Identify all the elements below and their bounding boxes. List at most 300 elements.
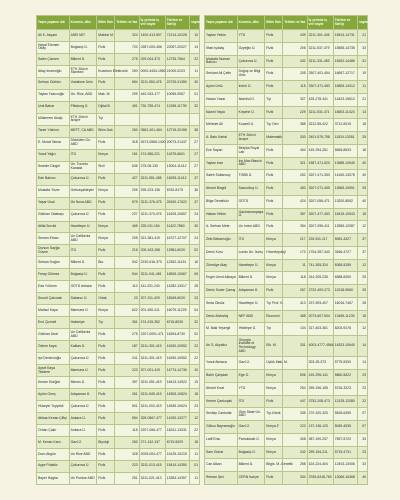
table-row: [37, 460, 200, 472]
table-cell: 15555-14735: [333, 42, 357, 55]
table-cell: 271-142-137: [139, 436, 165, 448]
table-cell: 385: [283, 119, 307, 132]
table-row: [205, 285, 368, 298]
table-row: [205, 370, 368, 383]
table-cell: 330: [283, 132, 307, 145]
table-cell: 454: [283, 144, 307, 157]
table-cell: 260: [115, 436, 139, 448]
table-cell: Fizik: [97, 53, 115, 65]
table-cell: 225-011-154: [139, 221, 165, 233]
table-cell: 335: [283, 408, 307, 421]
table-row: [205, 119, 368, 132]
column-header: Bilim Dalı: [97, 16, 115, 30]
table-cell: Fizik: [97, 365, 115, 377]
column-header: Taşra yapanın Adı: [37, 16, 70, 30]
table-cell: Tıp: [97, 113, 115, 125]
table-cell: 635: [115, 161, 139, 173]
table-cell: 223: [283, 421, 307, 434]
table-row: [205, 170, 368, 183]
table-cell: 15415-10543: [333, 208, 357, 221]
table-cell: 250: [115, 65, 139, 77]
table-cell: 324: [115, 30, 139, 42]
table-cell: 237-593-407: [307, 297, 333, 310]
table-cell: Gaziosmanpaşa Ü.: [237, 208, 265, 221]
table-cell: 5719-4731: [333, 446, 357, 459]
table-cell: 223: [115, 365, 139, 377]
table-cell: 411-201-240: [139, 281, 165, 293]
table-cell: 275: [115, 53, 139, 65]
table-cell: [115, 113, 139, 125]
table-cell: Hacettepe Ü.: [237, 259, 265, 272]
table-cell: CERN İsviçre: [237, 472, 265, 485]
table-cell: 11: [283, 259, 307, 272]
table-cell: 161: [115, 149, 139, 161]
table-cell: Mersin Ü.: [69, 377, 97, 389]
table-cell: Ün. Rice, ABD: [69, 89, 97, 101]
table-cell: 23: [190, 401, 200, 413]
table-cell: Zümrüye Atay: [205, 259, 238, 272]
table-row: [205, 310, 368, 323]
table-cell: 13: [190, 41, 200, 53]
table-cell: 3211-553-478: [139, 77, 165, 89]
table-cell: Un California ABD: [69, 329, 97, 341]
table-cell: 12403-13006: [333, 459, 357, 472]
table-cell: 1754-357-340: [307, 246, 333, 259]
table-cell: 227: [115, 209, 139, 221]
table-cell: Fizik: [97, 197, 115, 209]
table-cell: Tıp-Kimik: [265, 408, 283, 421]
table-cell: 16294-8730: [165, 329, 189, 341]
table-cell: Bilkent Ü.: [237, 272, 265, 285]
table-cell: Matematik: [265, 132, 283, 145]
table-cell: 27: [190, 161, 200, 173]
table-cell: 16805-14012: [333, 81, 357, 94]
table-cell: 254: [283, 382, 307, 395]
table-cell: Tıp: [265, 323, 283, 336]
table-row: [205, 81, 368, 94]
table-cell: 3211-301-419: [139, 353, 165, 365]
table-cell: 16505-10667: [165, 269, 189, 281]
table-cell: Tıp Prof. K.: [265, 297, 283, 310]
table-cell: 12: [358, 323, 368, 336]
table-cell: Kimya: [265, 446, 283, 459]
table-cell: Tıp: [97, 317, 115, 329]
table-cell: 22725-01350: [165, 77, 189, 89]
table-cell: 544: [115, 269, 139, 281]
table-cell: 2230-616-370: [139, 257, 165, 269]
table-cell: Fizik: [97, 377, 115, 389]
table-cell: Yusuf Yağcı: [37, 149, 70, 161]
table-cell: Ece Sayan: [205, 144, 238, 157]
table-cell: 3211-537-479: [307, 42, 333, 55]
table-cell: 5081-4327: [333, 234, 357, 247]
table-cell: Çukurova Ü.: [237, 55, 265, 68]
table-cell: 267: [283, 285, 307, 298]
table-cell: 22057-20027: [165, 41, 189, 53]
tables-container: [36, 15, 368, 485]
table-row: [37, 365, 200, 377]
table-cell: Dicleiden Ün. ABD: [69, 137, 97, 149]
table-row: [37, 149, 200, 161]
table-cell: 14379-6601: [165, 149, 189, 161]
table-cell: Özyeğin Ü.: [237, 42, 265, 55]
table-cell: Fizik: [265, 395, 283, 408]
table-cell: Fizik: [97, 245, 115, 257]
table-cell: 28: [358, 297, 368, 310]
table-cell: 730-755-474: [139, 101, 165, 113]
table-cell: 23: [190, 293, 200, 305]
table-cell: 13455-11239: [333, 310, 357, 323]
table-cell: 12: [190, 413, 200, 425]
table-cell: 5775-5330: [333, 357, 357, 370]
table-cell: TOBB Ü.: [237, 170, 265, 183]
table-row: [37, 436, 200, 448]
table-cell: Ortak: [97, 293, 115, 305]
table-cell: Marmara Ü.: [69, 365, 97, 377]
table-cell: 303-25-373: [307, 357, 333, 370]
table-cell: Fizik: [97, 341, 115, 353]
table-cell: 216: [115, 245, 139, 257]
table-row: [205, 221, 368, 234]
table-cell: Gazi Ü.: [237, 357, 265, 370]
table-cell: ETH Zürich İsviçre: [237, 132, 265, 145]
table-cell: 5526-6355: [333, 408, 357, 421]
table-cell: [190, 113, 200, 125]
table-cell: 2207-0091-471: [139, 329, 165, 341]
table-cell: 425-278-441: [307, 93, 333, 106]
table-cell: Mustafa Yüzer: [37, 185, 70, 197]
table-cell: 387-190-257: [307, 433, 333, 446]
table-cell: 3207-071-455: [307, 183, 333, 196]
table-cell: Fizik: [97, 209, 115, 221]
table-cell: Latif Ersu: [205, 433, 238, 446]
table-cell: 328: [115, 448, 139, 460]
table-cell: 11: [190, 472, 200, 484]
table-cell: 16305-10824: [165, 389, 189, 401]
table-cell: 3211-549-419: [139, 389, 165, 401]
table-cell: Yaşar Ünal: [37, 197, 70, 209]
table-cell: 3212-55-422: [307, 119, 333, 132]
table-cell: 24: [190, 233, 200, 245]
table-cell: 354: [283, 221, 307, 234]
table-cell: Kimya: [265, 370, 283, 383]
table-cell: Fizik: [97, 137, 115, 149]
table-cell: Surudi Çakırcalı: [37, 293, 70, 305]
table-cell: 13565-10591: [333, 183, 357, 196]
table-cell: Kimya: [97, 185, 115, 197]
table-cell: 187: [115, 341, 139, 353]
table-row: [37, 341, 200, 353]
table-cell: Taner Yıldırım: [37, 125, 70, 137]
table-cell: Ohio State Ün. ABD: [237, 408, 265, 421]
table-cell: 12981-6020: [165, 245, 189, 257]
table-cell: 275-05-130: [139, 161, 165, 173]
table-cell: 37: [190, 197, 200, 209]
table-cell: 501: [115, 401, 139, 413]
table-cell: 23: [358, 446, 368, 459]
table-cell: 299: [115, 89, 139, 101]
table-cell: 25: [358, 285, 368, 298]
table-cell: Gökhan Odabaşı: [37, 209, 70, 221]
table-cell: Sam Günar: [205, 446, 238, 459]
table-cell: Kimya: [97, 305, 115, 317]
table-cell: 28: [190, 281, 200, 293]
table-cell: 32: [190, 101, 200, 113]
table-cell: 3211-301-445: [307, 30, 333, 43]
table-cell: Un Rice ABD: [69, 448, 97, 460]
table-cell: 241: [115, 353, 139, 365]
table-cell: 40: [358, 472, 368, 485]
table-cell: Tıp: [265, 93, 283, 106]
table-cell: 16323-10640: [333, 336, 357, 357]
table-cell: Fizik: [97, 329, 115, 341]
table-cell: 16016-7467: [333, 297, 357, 310]
table-cell: 25: [358, 183, 368, 196]
table-cell: Semen Erkan: [37, 233, 70, 245]
table-cell: NEF ABD: [237, 310, 265, 323]
table-cell: 506: [283, 370, 307, 383]
table-cell: 12352-11191: [165, 257, 189, 269]
table-cell: 13066-16368: [333, 472, 357, 485]
table-cell: 3752-208-473: [307, 395, 333, 408]
column-header: Telefon ve fax: [115, 16, 139, 30]
table-cell: 13284-14357: [165, 472, 189, 484]
table-cell: 251: [115, 472, 139, 484]
table-cell: 3207-477-453: [307, 208, 333, 221]
table-row: [37, 125, 200, 137]
table-row: [37, 317, 200, 329]
table-cell: Biyoloji: [97, 436, 115, 448]
table-cell: 01: [190, 460, 200, 472]
table-cell: Bilkent Ü.: [237, 459, 265, 472]
table-row: [37, 448, 200, 460]
table-row: [37, 65, 200, 77]
table-cell: 225-511-117: [307, 234, 333, 247]
table-cell: Mehmet Ali: [205, 119, 238, 132]
table-cell: İTÜ: [237, 234, 265, 247]
table-cell: 3207-095-411: [307, 221, 333, 234]
table-cell: 06: [190, 269, 200, 281]
table-cell: 25: [358, 132, 368, 145]
table-cell: Fizik: [97, 448, 115, 460]
table-cell: 439: [283, 30, 307, 43]
table-cell: 22: [190, 341, 200, 353]
table-cell: 16: [190, 257, 200, 269]
table-cell: Gökhan Ünal: [37, 329, 70, 341]
table-row: [205, 55, 368, 68]
table-cell: 3211-013-415: [139, 460, 165, 472]
table-row: [37, 377, 200, 389]
table-cell: 37: [358, 246, 368, 259]
table-cell: Engin Umut Akkaya: [205, 272, 238, 285]
table-cell: M. Baki Yeşergil: [205, 323, 238, 336]
table-cell: Eda Yıldırım: [37, 281, 70, 293]
table-cell: 3211-041-481: [139, 269, 165, 281]
table-cell: İstanbul Ü.: [237, 93, 265, 106]
table-cell: 3207-471-353: [307, 170, 333, 183]
table-cell: Duru Akgün: [37, 448, 70, 460]
table-row: [205, 382, 368, 395]
table-cell: 7557-5720: [333, 433, 357, 446]
table-row: [37, 329, 200, 341]
table-row: [205, 157, 368, 170]
left-table-body: [37, 30, 200, 485]
table-cell: Aydın Genç: [37, 389, 70, 401]
table-row: [205, 208, 368, 221]
table-cell: 07: [358, 408, 368, 421]
column-header: sayısı: [358, 16, 368, 30]
table-cell: Fizik: [97, 353, 115, 365]
table-cell: 71214-10228: [165, 30, 189, 42]
table-cell: 229: [283, 106, 307, 119]
table-cell: 40: [358, 157, 368, 170]
table-cell: Taylan Ince: [205, 157, 238, 170]
table-cell: Hakan Yetkin: [205, 208, 238, 221]
column-header: sayısı: [190, 16, 200, 30]
table-cell: 415-294-251: [307, 144, 333, 157]
table-cell: Bio.: [97, 257, 115, 269]
table-cell: 14423-15612: [333, 93, 357, 106]
table-cell: Bilgis. M.-Genetik: [265, 459, 283, 472]
table-cell: Boğaziçi Ü.: [237, 446, 265, 459]
table-cell: Aydın Ünlü: [205, 81, 238, 94]
table-cell: ASEI MIT: [69, 30, 97, 42]
table-cell: 424: [283, 195, 307, 208]
table-cell: Georgia Institute of Technology ABD: [237, 336, 265, 357]
table-cell: 261: [115, 389, 139, 401]
table-cell: 118: [115, 424, 139, 436]
table-cell: Mahsul Kaya: [37, 305, 70, 317]
table-cell: Belçika Royal Lab: [237, 144, 265, 157]
table-cell: Sivil: [97, 161, 115, 173]
table-cell: 137-136-120: [307, 421, 333, 434]
table-cell: Sazcoiboy Ü.: [237, 183, 265, 196]
table-cell: Ayşe Polatöz: [37, 460, 70, 472]
table-cell: 5726-3223: [333, 382, 357, 395]
table-cell: Gazi Ü.: [69, 436, 97, 448]
table-cell: Reman Şen: [205, 472, 238, 485]
table-cell: Kimya: [265, 382, 283, 395]
table-row: [205, 395, 368, 408]
table-cell: Ekonomi: [265, 310, 283, 323]
table-cell: 3211-002-419: [139, 401, 165, 413]
table-cell: 2401-575-758: [307, 132, 333, 145]
table-cell: 25: [358, 272, 368, 285]
table-cell: 16413-14922: [165, 377, 189, 389]
table-cell: 317-403-361: [307, 323, 333, 336]
table-cell: 13004-11412: [165, 161, 189, 173]
table-cell: 450: [283, 183, 307, 196]
table-cell: 474-556-221: [139, 149, 165, 161]
table-cell: Fizik: [265, 157, 283, 170]
table-cell: 2207-066-477: [139, 424, 165, 436]
table-cell: 01: [190, 89, 200, 101]
table-row: [37, 89, 200, 101]
table-row: [205, 195, 368, 208]
table-cell: 118: [283, 272, 307, 285]
table-row: [37, 221, 200, 233]
table-cell: 27: [190, 137, 200, 149]
table-cell: M. Kenan Karo: [37, 436, 70, 448]
table-cell: 19: [358, 68, 368, 81]
table-cell: Fizik: [97, 173, 115, 185]
table-cell: Çukurova Ü.: [69, 209, 97, 221]
table-cell: Ede Bakırcı: [37, 173, 70, 185]
table-cell: 5049-4535: [333, 421, 357, 434]
table-cell: Fizik: [97, 269, 115, 281]
table-row: [205, 421, 368, 434]
table-row: [37, 77, 200, 89]
table-cell: 32: [190, 317, 200, 329]
table-cell: Fizik: [265, 81, 283, 94]
table-cell: 260: [115, 125, 139, 137]
table-cell: Bilkent Ü.: [69, 53, 97, 65]
table-cell: MEFT, CA ABD: [69, 125, 97, 137]
table-cell: 20073-21437: [165, 137, 189, 149]
table-cell: 36: [190, 185, 200, 197]
table-cell: 447: [283, 395, 307, 408]
table-cell: 12125-12080: [333, 395, 357, 408]
table-cell: Özlem Kaya: [37, 341, 70, 353]
table-cell: 115: [283, 81, 307, 94]
table-cell: Bahir Çalışkan: [205, 370, 238, 383]
table-cell: Aysel Kaya Tekdere: [37, 365, 70, 377]
table-row: [205, 297, 368, 310]
table-cell: 18: [358, 119, 368, 132]
table-cell: Deniz Alshahiş: [205, 310, 238, 323]
column-header: Taşra yapanın Adı: [205, 16, 238, 30]
table-cell: 15: [190, 377, 200, 389]
table-cell: Fizik: [265, 472, 283, 485]
table-cell: Dursun Sayğa Güven: [37, 245, 70, 257]
table-cell: 2025-004-477: [139, 448, 165, 460]
table-cell: Un California ABD: [69, 233, 97, 245]
table-cell: Erol Çizmeli: [37, 317, 70, 329]
table-cell: 1400-413-507: [139, 30, 165, 42]
table-cell: 02: [190, 245, 200, 257]
table-cell: 3211-051-419: [139, 377, 165, 389]
table-row: [205, 30, 368, 43]
table-cell: 16150-10552: [165, 341, 189, 353]
table-row: [37, 389, 200, 401]
table-cell: 12715-20155: [165, 125, 189, 137]
table-cell: 27: [190, 149, 200, 161]
table-cell: 5860-5622: [333, 370, 357, 383]
table-cell: 16503-11423: [333, 106, 357, 119]
table-cell: 13320-8552: [333, 195, 357, 208]
table-cell: 16241-13031: [165, 424, 189, 436]
table-cell: Taylan Yetkin: [205, 30, 238, 43]
table-cell: Serkan Doğan: [37, 257, 70, 269]
table-row: [37, 197, 200, 209]
table-cell: 0000-4434-1550: [139, 65, 165, 77]
table-cell: 12725-7564: [165, 53, 189, 65]
table-row: [205, 408, 368, 421]
table-cell: 413: [283, 297, 307, 310]
table-cell: YTÜ: [237, 30, 265, 43]
table-cell: 21: [358, 93, 368, 106]
right-table-body: [205, 30, 368, 485]
table-cell: 8203-9176: [333, 323, 357, 336]
table-cell: Kırşehir Ü.: [237, 106, 265, 119]
table-cell: 04: [190, 305, 200, 317]
table-cell: Altay Imamoğlu: [37, 65, 70, 77]
table-cell: Can Alkan: [205, 459, 238, 472]
table-cell: 13555-12087: [333, 221, 357, 234]
table-cell: 12: [358, 259, 368, 272]
table-cell: 10055-0557: [165, 89, 189, 101]
table-cell: Fizik: [265, 55, 283, 68]
